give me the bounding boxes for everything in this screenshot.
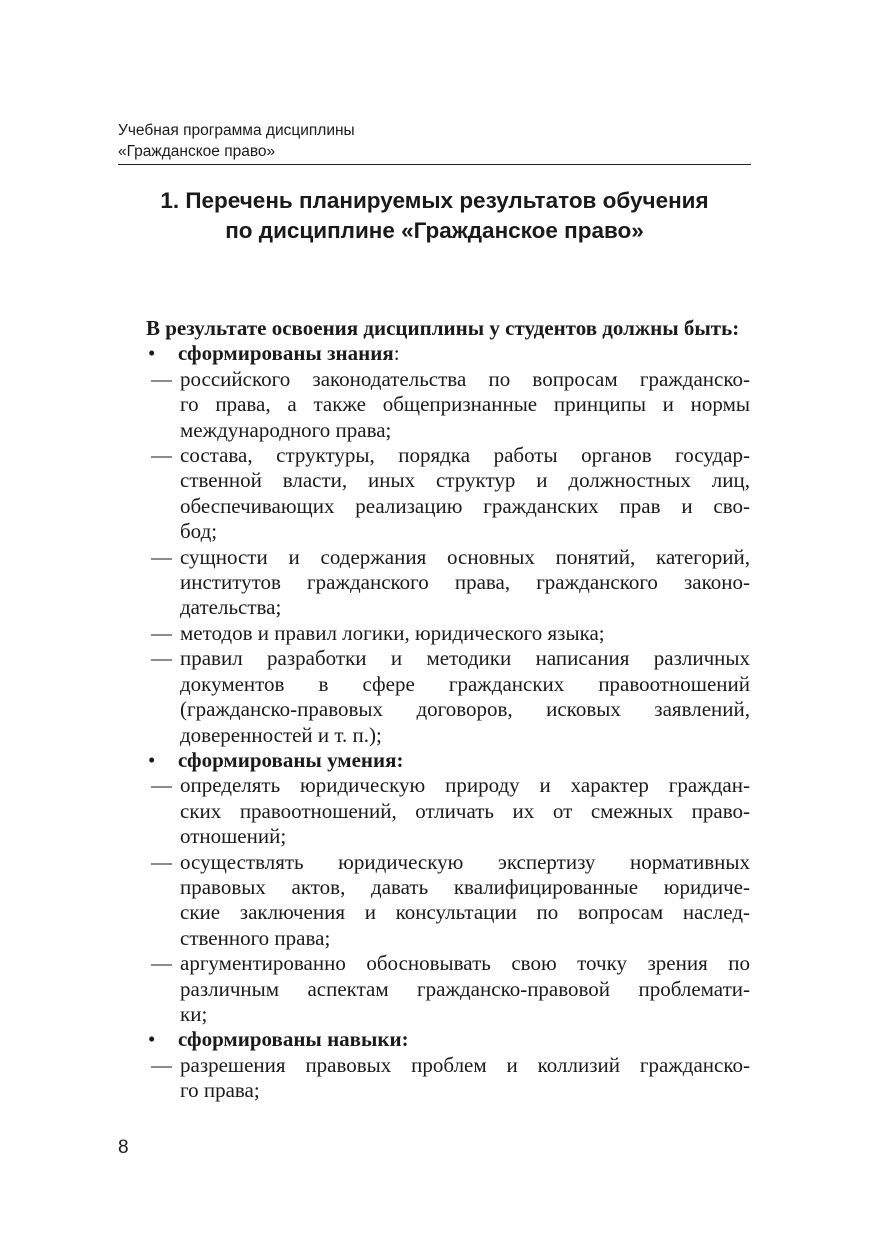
list-item-line: различным аспектам гражданско-правовой проблемати- [180, 976, 750, 1001]
list-item [146, 850, 750, 952]
running-head-line: «Гражданское право» [118, 143, 276, 160]
dash-icon: — [151, 544, 172, 569]
list-item-line: документов в сфере гражданских правоотношений [180, 671, 750, 696]
list-item-line: го права; [180, 1078, 260, 1103]
list-item-line: правил разработки и методики написания различных [180, 646, 750, 671]
list-item-line: осуществлять юридическую экспертизу нормативных [180, 849, 750, 874]
list-item-line: ственной власти, иных структур и должностных лиц, [180, 468, 750, 493]
list-item-line: состава, структуры, порядка работы органов государ- [180, 443, 750, 468]
list-item-line: ки; [180, 1001, 208, 1026]
list-item-line: дательства; [180, 595, 282, 620]
running-head-line: Учебная программа дисциплины [118, 122, 355, 139]
dash-icon: — [151, 849, 172, 874]
outcome-groups [146, 341, 750, 1103]
dash-icon: — [151, 646, 172, 671]
chapter-title [118, 186, 751, 246]
dash-icon: — [151, 620, 172, 645]
list-item-line: ские заключения и консультации по вопросам наслед- [180, 900, 750, 925]
chapter-title-line: 1. Перечень планируемых результатов обучения [160, 188, 709, 213]
group-title-text: сформированы навыки: [178, 1027, 409, 1052]
dash-icon: — [151, 366, 172, 391]
list-item-line: обеспечивающих реализацию гражданских прав и сво- [180, 493, 750, 518]
list-item-line: определять юридическую природу и характер граждан- [180, 773, 750, 798]
list-item-line: отношений; [180, 824, 287, 849]
page-number: 8 [118, 1137, 129, 1158]
list-item [146, 367, 750, 443]
list-item-line: российского законодательства по вопросам гражданско- [180, 366, 750, 391]
list-item-line: бод; [180, 519, 218, 544]
list-item [146, 773, 750, 849]
list-item-line: (гражданско-правовых договоров, исковых заявлений, [180, 697, 750, 722]
chapter-title-line: по дисциплине «Гражданское право» [225, 218, 644, 243]
group-title [146, 1027, 750, 1052]
bullet-icon: • [148, 1027, 156, 1052]
group-title [146, 341, 750, 366]
list-item-line: разрешения правовых проблем и коллизий гражданско- [180, 1052, 750, 1077]
group-title-text: сформированы умения: [178, 747, 404, 772]
dash-icon: — [151, 1052, 172, 1077]
list-item-line: ских правоотношений, отличать их от смежных право- [180, 798, 750, 823]
dash-icon: — [151, 443, 172, 468]
group-title-suffix: : [393, 341, 400, 366]
list-item-line: го права, а также общепризнанные принципы и нормы [180, 392, 750, 417]
list-item [146, 443, 750, 545]
running-head [118, 120, 758, 162]
intro-text: В результате освоения дисциплины у студентов должны быть: [146, 316, 740, 340]
list-item-line: правовых актов, давать квалифицированные юридиче- [180, 874, 750, 899]
list-item-line: международного права; [180, 417, 392, 442]
list-item-line: институтов гражданского права, гражданского законо- [180, 570, 750, 595]
dash-icon: — [151, 951, 172, 976]
list-item [146, 1053, 750, 1104]
list-item-line: доверенностей и т. п.); [180, 722, 382, 747]
bullet-icon: • [148, 747, 156, 772]
list-item [146, 621, 750, 646]
list-item-line: ственного права; [180, 925, 331, 950]
list-item-line: методов и правил логики, юридического языка; [180, 620, 605, 645]
dash-icon: — [151, 773, 172, 798]
group-title-text: сформированы знания [178, 341, 394, 366]
header-rule [118, 164, 751, 165]
bullet-icon: • [148, 341, 156, 366]
list-item [146, 545, 750, 621]
list-item-line: сущности и содержания основных понятий, категорий, [180, 544, 750, 569]
list-item-line: аргументированно обосновывать свою точку зрения по [180, 951, 750, 976]
list-item [146, 951, 750, 1027]
group-title [146, 748, 750, 773]
list-item [146, 646, 750, 748]
outcomes-list [146, 316, 750, 1104]
